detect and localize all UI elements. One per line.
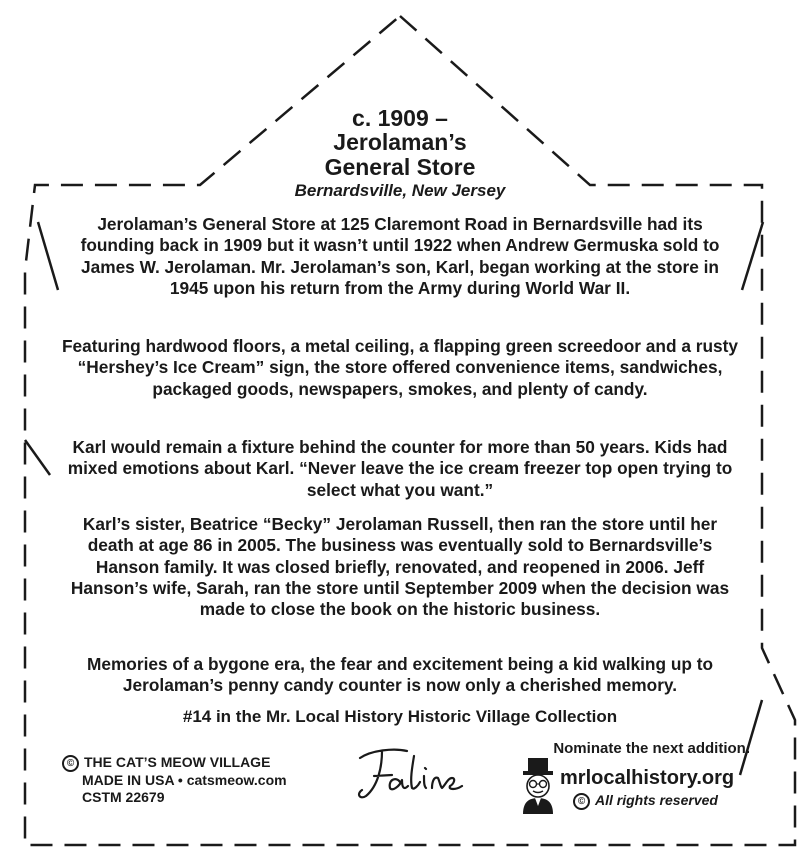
nominate-text: Nominate the next addition. bbox=[553, 740, 750, 757]
paragraph-becky: Karl’s sister, Beatrice “Becky” Jerolaman Russell, then ran the store until her death at age 86 in 2005. The business was eventually sold to Bernardsville’s Hanson family. It was closed briefly, renovated, and reopened in 2006. Jeff Hanson’s wife, Sarah, ran the store until September 2009 when the decision was made to close the book on the historic business. bbox=[70, 514, 730, 620]
outline-dash-left-lower bbox=[25, 440, 50, 475]
website-text: mrlocalhistory.org bbox=[560, 767, 735, 789]
all-rights-reserved bbox=[573, 792, 718, 810]
copyright-icon: © bbox=[62, 755, 79, 772]
catsmeow-credits bbox=[62, 754, 287, 806]
paragraph-karl: Karl would remain a fixture behind the counter for more than 50 years. Kids had mixed emotions about Karl. “Never leave the ice cream freezer top open trying to select what you want.” bbox=[67, 437, 733, 500]
paragraph-memories: Memories of a bygone era, the fear and excitement being a kid walking up to Jerolaman’s penny candy counter is now only a cherished memory. bbox=[86, 654, 714, 696]
signature bbox=[352, 742, 467, 802]
title-date: c. 1909 – bbox=[352, 105, 448, 131]
title-name-line2: General Store bbox=[324, 154, 476, 180]
title-name-line1: Jerolaman’s bbox=[333, 129, 467, 155]
credits-line1: THE CAT’S MEOW VILLAGE bbox=[84, 754, 271, 770]
rights-text: All rights reserved bbox=[595, 792, 718, 808]
mrlocalhistory-block bbox=[505, 740, 750, 808]
credits-line2: MADE IN USA • catsmeow.com bbox=[82, 771, 287, 788]
collection-note: #14 in the Mr. Local History Historic Village Collection bbox=[182, 707, 618, 726]
outline-dash-left bbox=[38, 222, 58, 290]
paragraph-features: Featuring hardwood floors, a metal ceiling, a flapping green screedoor and a rusty “Hershey’s Ice Cream” sign, the store offered convenience items, sandwiches, packaged goods, newspapers, smokes, and plenty of candy. bbox=[61, 336, 739, 399]
location-subtitle: Bernardsville, New Jersey bbox=[294, 181, 506, 200]
copyright-icon-right: © bbox=[573, 793, 590, 810]
mr-local-history-mascot-icon bbox=[519, 758, 557, 814]
credits-line3: CSTM 22679 bbox=[82, 788, 165, 805]
paragraph-history: Jerolaman’s General Store at 125 Claremont Road in Bernardsville had its founding back in 1909 but it wasn’t until 1922 when Andrew Germuska sold to James W. Jerolaman. Mr. Jerolaman’s son, Karl, began working at the store in 1945 upon his return from the Army during World War II. bbox=[80, 214, 720, 298]
outline-dash-right bbox=[742, 222, 763, 290]
